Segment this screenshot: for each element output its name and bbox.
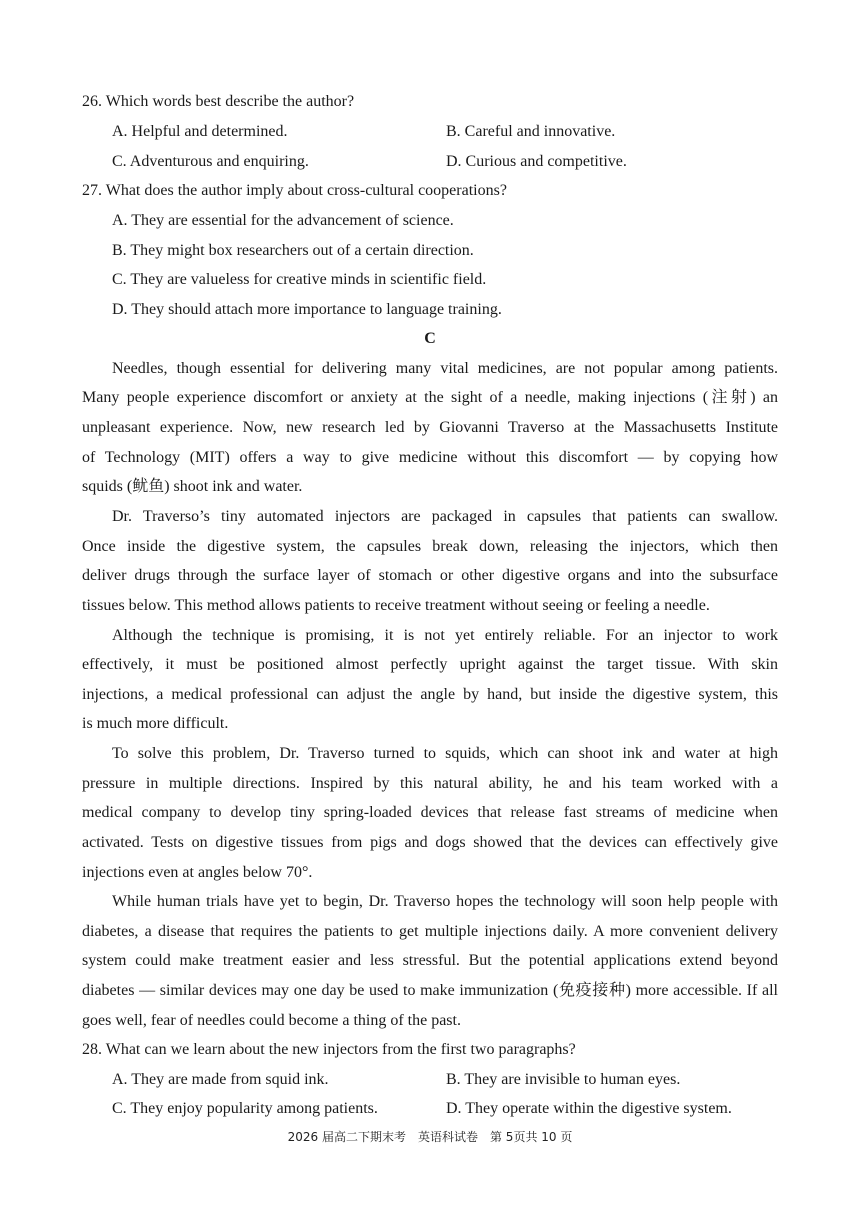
passage-line: Many people experience discomfort or anxiety at the sight of a needle, making injections (注射) an — [82, 389, 778, 406]
q26-option-b: B. Careful and innovative. — [446, 123, 616, 140]
q26-option-a: A. Helpful and determined. — [112, 123, 288, 140]
section-label: C — [424, 330, 436, 347]
passage-line: system could make treatment easier and less stressful. But the potential applications extend beyond — [82, 952, 778, 969]
passage-line: injections even at angles below 70°. — [82, 864, 313, 881]
question-27-stem: 27. What does the author imply about cross-cultural cooperations? — [82, 182, 507, 199]
passage-line: activated. Tests on digestive tissues from pigs and dogs showed that the devices can effectively give — [82, 834, 778, 851]
passage-line: deliver drugs through the surface layer of stomach or other digestive organs and into the subsurface — [82, 567, 778, 584]
passage-line: Dr. Traverso’s tiny automated injectors are packaged in capsules that patients can swallow. — [112, 508, 778, 525]
q27-option-a: A. They are essential for the advancement of science. — [112, 212, 454, 229]
q28-option-d: D. They operate within the digestive system. — [446, 1100, 732, 1117]
q28-option-c: C. They enjoy popularity among patients. — [112, 1100, 378, 1117]
passage-line: Although the technique is promising, it is not yet entirely reliable. For an injector to work — [112, 627, 778, 644]
passage-line: squids (鱿鱼) shoot ink and water. — [82, 478, 303, 495]
q27-option-b: B. They might box researchers out of a certain direction. — [112, 242, 474, 259]
passage-line: medical company to develop tiny spring-loaded devices that release fast streams of medicine when — [82, 804, 778, 821]
q28-option-a: A. They are made from squid ink. — [112, 1071, 329, 1088]
q27-option-d: D. They should attach more importance to language training. — [112, 301, 502, 318]
passage-line: goes well, fear of needles could become a thing of the past. — [82, 1012, 461, 1029]
question-28-stem: 28. What can we learn about the new injectors from the first two paragraphs? — [82, 1041, 576, 1058]
q26-option-c: C. Adventurous and enquiring. — [112, 153, 309, 170]
passage-line: of Technology (MIT) offers a way to give medicine without this discomfort — by copying how — [82, 449, 778, 466]
q28-option-b: B. They are invisible to human eyes. — [446, 1071, 681, 1088]
q27-option-c: C. They are valueless for creative minds in scientific field. — [112, 271, 487, 288]
passage-line: pressure in multiple directions. Inspired by this natural ability, he and his team worked with a — [82, 775, 778, 792]
passage-line: Once inside the digestive system, the capsules break down, releasing the injectors, which then — [82, 538, 778, 555]
passage-line: diabetes, a disease that requires the patients to get multiple injections daily. A more convenient delivery — [82, 923, 778, 940]
passage-line: Needles, though essential for delivering many vital medicines, are not popular among patients. — [112, 360, 778, 377]
passage-line: is much more difficult. — [82, 715, 229, 732]
q26-option-d: D. Curious and competitive. — [446, 153, 627, 170]
page-footer: 2026 届高二下期末考 英语科试卷 第 5页共 10 页 — [287, 1130, 573, 1144]
passage-line: injections, a medical professional can adjust the angle by hand, but inside the digestive system, this — [82, 686, 778, 703]
passage-line: unpleasant experience. Now, new research led by Giovanni Traverso at the Massachusetts Institute — [82, 419, 778, 436]
passage-line: diabetes — similar devices may one day be used to make immunization (免疫接种) more accessible. If all — [82, 982, 778, 999]
passage-line: tissues below. This method allows patients to receive treatment without seeing or feeling a needle. — [82, 597, 710, 614]
passage-line: While human trials have yet to begin, Dr. Traverso hopes the technology will soon help people with — [112, 893, 778, 910]
question-26-stem: 26. Which words best describe the author? — [82, 93, 355, 110]
passage-line: effectively, it must be positioned almost perfectly upright against the target tissue. With skin — [82, 656, 778, 673]
passage-line: To solve this problem, Dr. Traverso turned to squids, which can shoot ink and water at high — [112, 745, 778, 762]
